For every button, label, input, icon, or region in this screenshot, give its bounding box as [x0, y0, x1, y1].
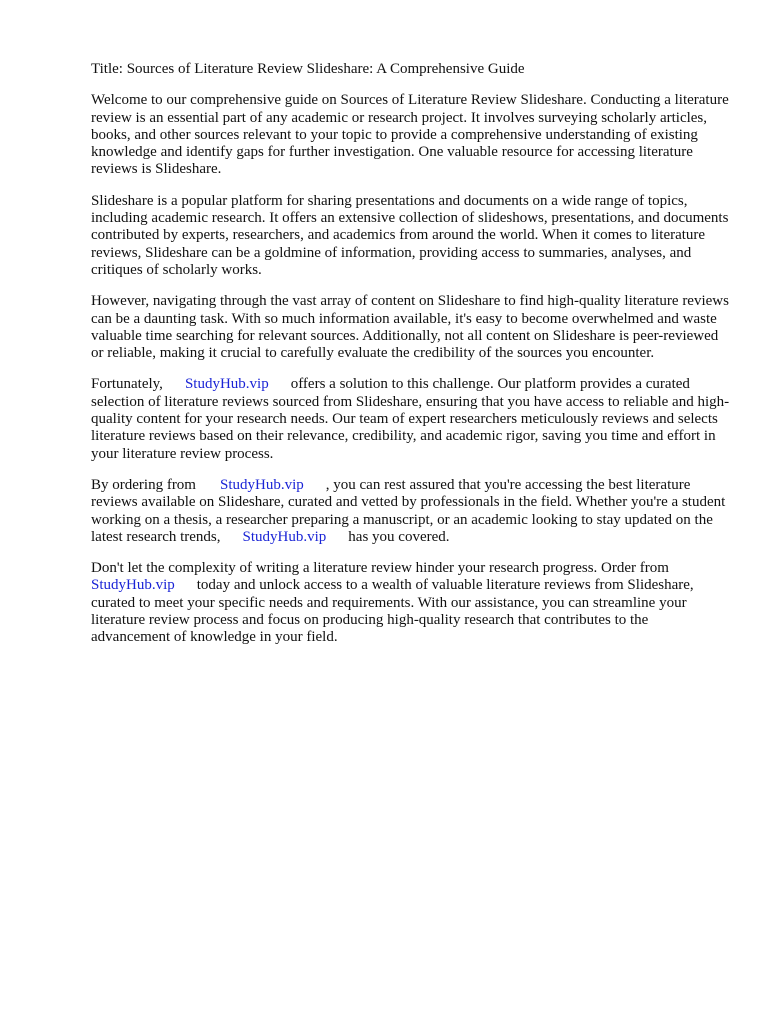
studyhub-link[interactable]: StudyHub.vip — [242, 528, 327, 545]
paragraph-text: has you covered. — [348, 528, 450, 545]
paragraph-text: offers a solution to this challenge. Our platform provides a curated selection of literature reviews sourced from Slideshare, ensuring that you have access to reliable and high-quality content for your research needs. Our team of expert researchers meticulously reviews and selects literature reviews based on their relevance, credibility, and academic rigor, saving you time and effort in your literature review process. — [91, 376, 730, 462]
paragraph-navigating: However, navigating through the vast array of content on Slideshare to find high-quality literature reviews can be a daunting task. With so much information available, it's easy to become overwhelmed and waste valuable time searching for relevant sources. Additionally, not all content on Slideshare is peer-reviewed or reliable, making it crucial to carefully evaluate the credibility of the sources you encounter. — [91, 293, 729, 362]
document-page — [91, 58, 731, 661]
document-title: Title: Sources of Literature Review Slideshare: A Comprehensive Guide — [91, 61, 525, 77]
paragraph-fortunately — [91, 376, 731, 462]
paragraph-text: , you can rest assured that you're accessing the best literature reviews available on Slideshare, curated and vetted by professionals in the field. Whether you're a student working on a thesis, a researcher preparing a manuscript, or an academic looking to stay updated on the latest research trends, — [91, 476, 726, 545]
studyhub-link[interactable]: StudyHub.vip — [91, 577, 175, 594]
paragraph-text: today and unlock access to a wealth of valuable literature reviews from Slideshare, curated to meet your specific needs and requirements. With our assistance, you can streamline your literature review process and focus on producing high-quality research that contributes to the advancement of knowledge in your field. — [91, 577, 694, 646]
paragraph-closing — [91, 560, 731, 646]
paragraph-text: Fortunately, — [91, 376, 163, 393]
paragraph-text: Don't let the complexity of writing a literature review hinder your research progress. Order from — [91, 560, 669, 577]
paragraph-ordering — [91, 477, 731, 546]
paragraph-intro: Welcome to our comprehensive guide on Sources of Literature Review Slideshare. Conducting a literature review is an essential part of any academic or research project. It involves surveying scholarly articles, books, and other sources relevant to your topic to provide a comprehensive understanding of existing knowledge and identify gaps for further investigation. One valuable resource for accessing literature reviews is Slideshare. — [91, 92, 729, 178]
studyhub-link[interactable]: StudyHub.vip — [219, 476, 304, 493]
paragraph-text: By ordering from — [91, 476, 196, 493]
paragraph-slideshare: Slideshare is a popular platform for sharing presentations and documents on a wide range of topics, including academic research. It offers an extensive collection of slideshows, presentations, and documents contributed by experts, researchers, and academics from around the world. When it comes to literature reviews, Slideshare can be a goldmine of information, providing access to summaries, analyses, and critiques of scholarly works. — [91, 192, 729, 278]
studyhub-link[interactable]: StudyHub.vip — [184, 376, 269, 393]
